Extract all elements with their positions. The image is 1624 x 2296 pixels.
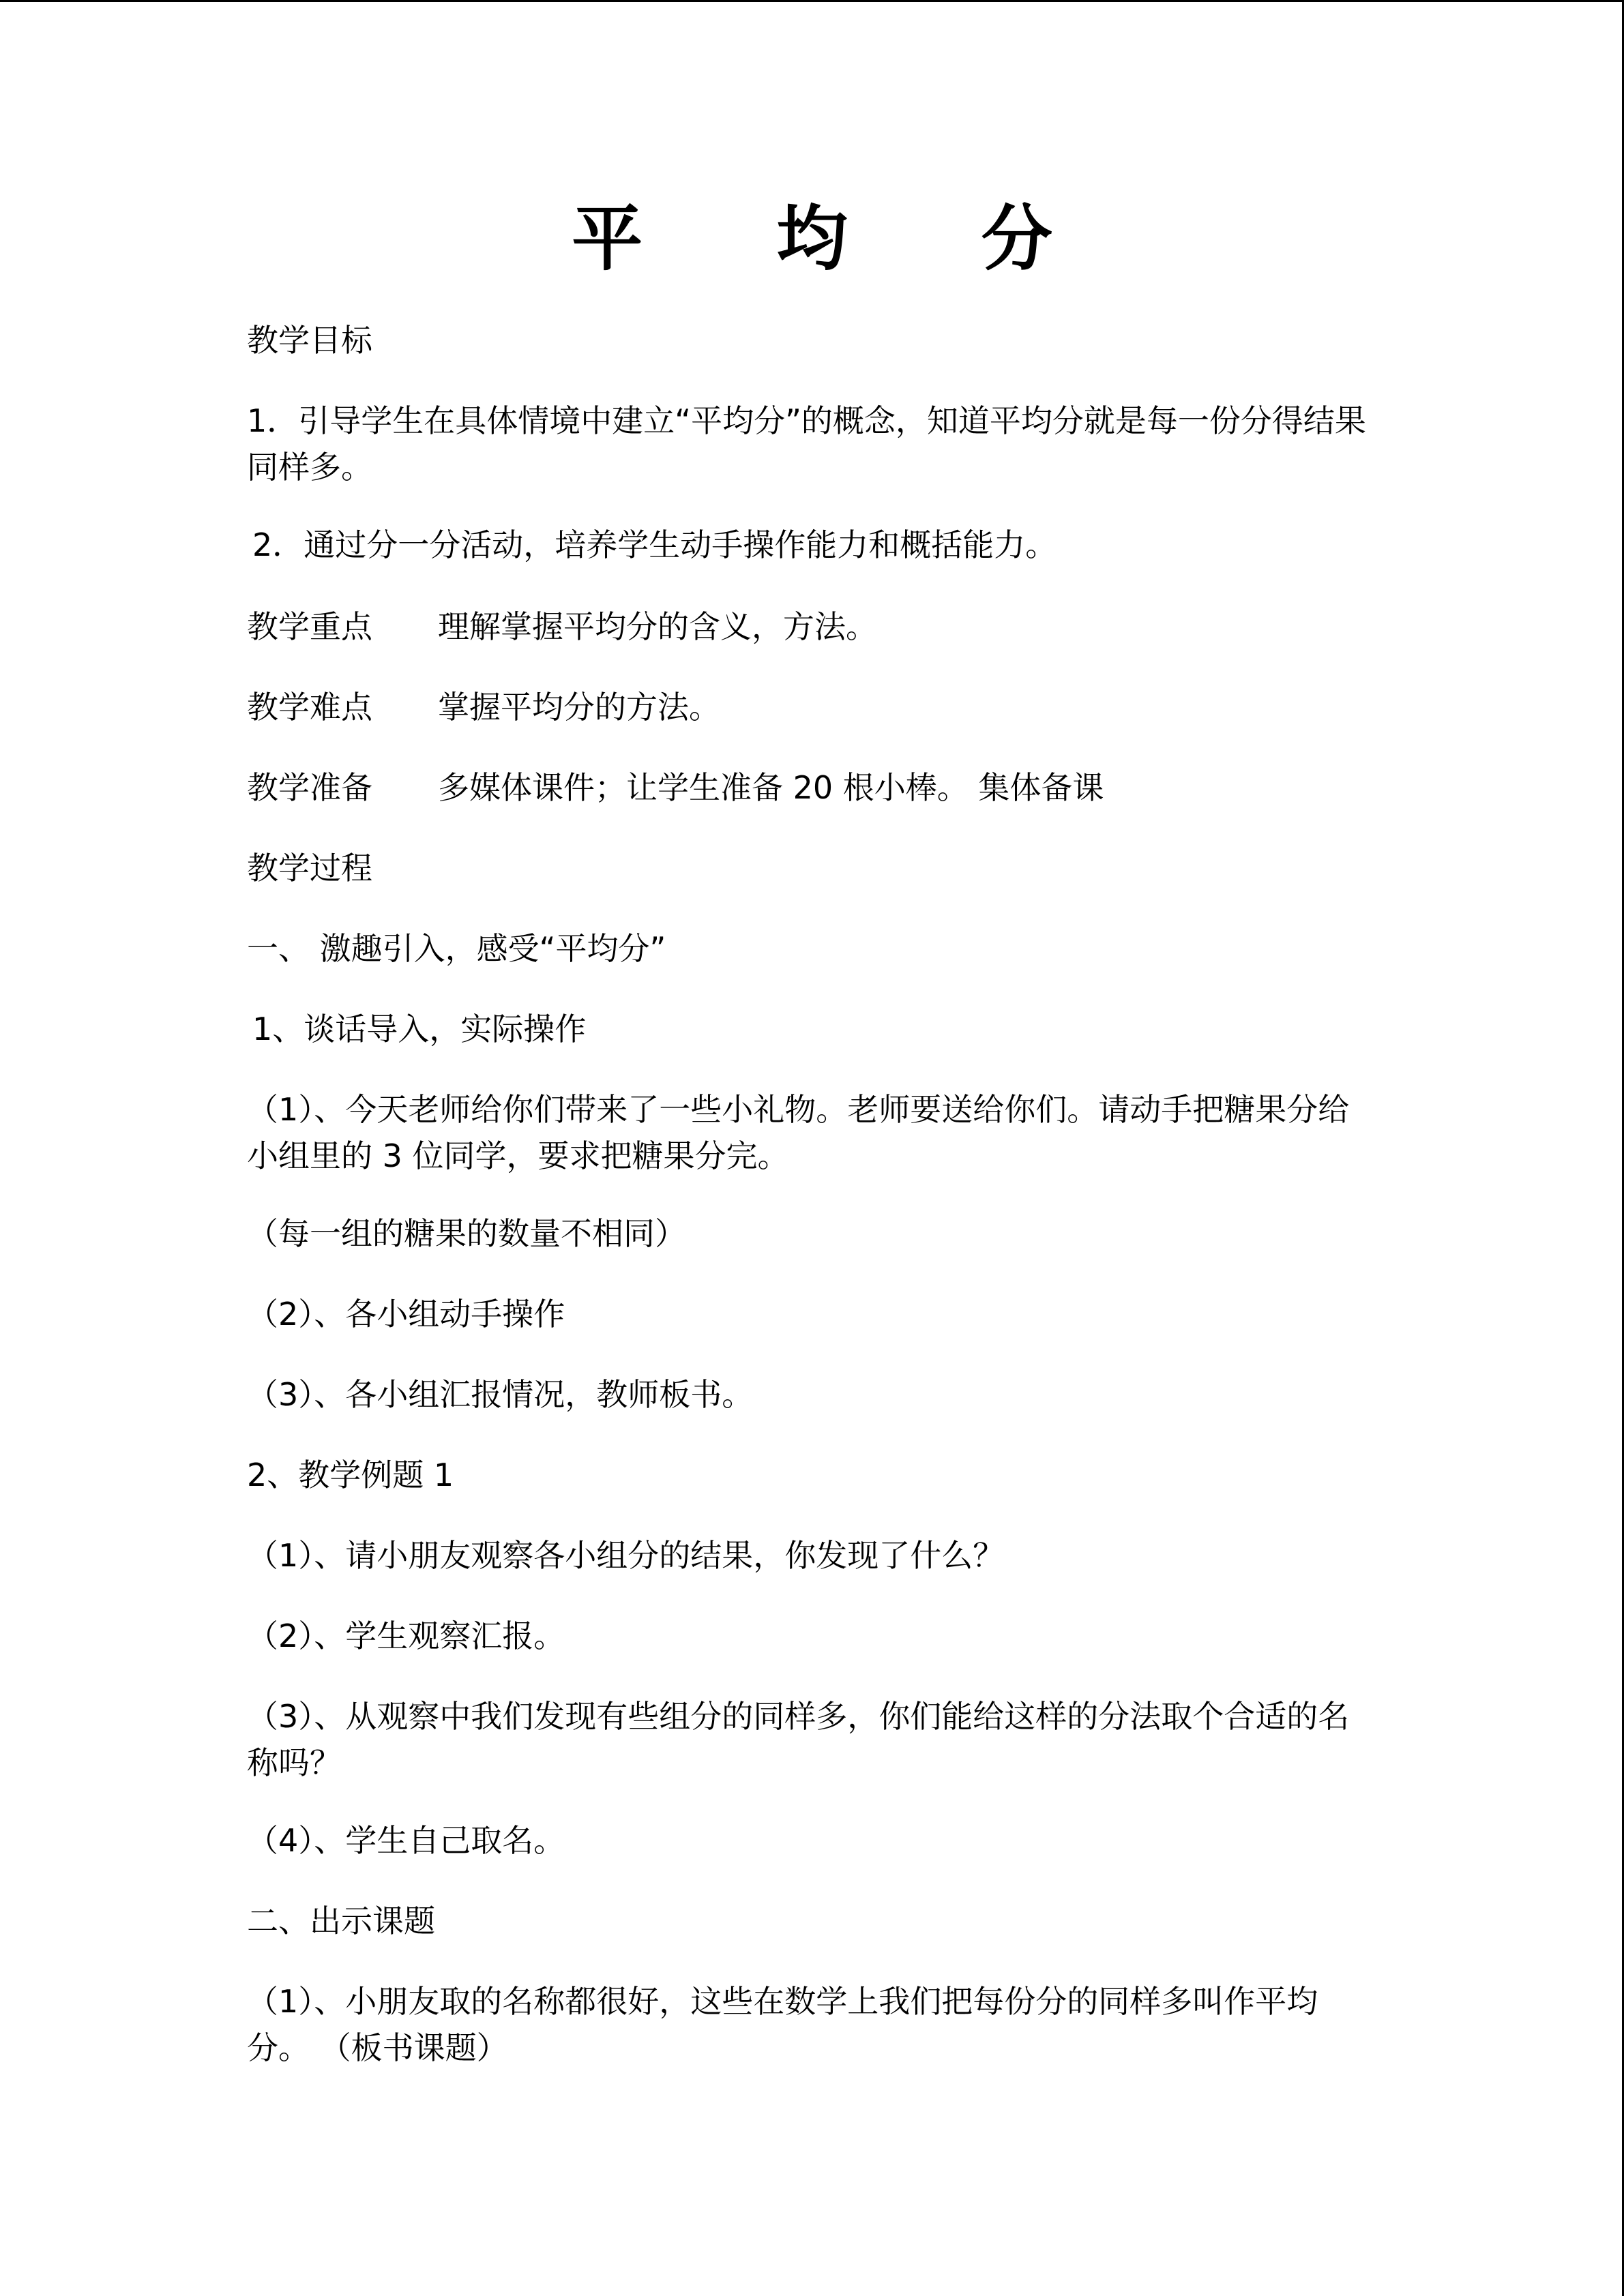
key-point-row <box>247 603 1379 650</box>
step-2-3: （3）、从观察中我们发现有些组分的同样多，你们能给这样的分法取个合适的名称吗？ <box>247 1698 1350 1781</box>
step-2-1: （1）、请小朋友观察各小组分的结果，你发现了什么？ <box>247 1537 1005 1574</box>
step-1-3: （3）、各小组汇报情况，教师板书。 <box>247 1376 754 1413</box>
difficulty-label: 教学难点 <box>247 689 372 726</box>
step-3-1: （1）、小朋友取的名称都很好，这些在数学上我们把每份分的同样多叫作平均分。 （板书课题） <box>247 1983 1318 2066</box>
preparation-value: 多媒体课件；让学生准备 20 根小棒。 集体备课 <box>438 769 1104 806</box>
process-heading: 教学过程 <box>247 850 372 886</box>
objective-1: 1．引导学生在具体情境中建立“平均分”的概念，知道平均分就是每一份分得结果同样多。 <box>247 402 1366 486</box>
step-1: 1、谈话导入，实际操作 <box>252 1011 587 1047</box>
section-1-heading: 一、 激趣引入，感受“平均分” <box>247 930 666 967</box>
step-2-4: （4）、学生自己取名。 <box>247 1822 565 1859</box>
step-1-note: （每一组的糖果的数量不相同） <box>247 1215 686 1252</box>
difficulty-row <box>247 684 1379 730</box>
preparation-label: 教学准备 <box>247 769 372 806</box>
step-1-1: （1）、今天老师给你们带来了一些小礼物。老师要送给你们。请动手把糖果分给小组里的 3 位同学，要求把糖果分完。 <box>247 1091 1350 1174</box>
preparation-row <box>247 764 1379 811</box>
step-1-2: （2）、各小组动手操作 <box>247 1296 565 1332</box>
document-title: 平 均 分 <box>572 196 1107 280</box>
objectives-heading: 教学目标 <box>247 322 372 359</box>
objective-2: 2．通过分一分活动，培养学生动手操作能力和概括能力。 <box>252 526 1057 563</box>
key-point-label: 教学重点 <box>247 608 372 645</box>
section-2-heading: 二、出示课题 <box>247 1903 435 1939</box>
page-top-border <box>0 0 1624 2</box>
key-point-value: 理解掌握平均分的含义，方法。 <box>438 608 877 645</box>
step-2-2: （2）、学生观察汇报。 <box>247 1617 565 1654</box>
difficulty-value: 掌握平均分的方法。 <box>438 689 720 726</box>
step-2: 2、教学例题 1 <box>247 1457 454 1493</box>
